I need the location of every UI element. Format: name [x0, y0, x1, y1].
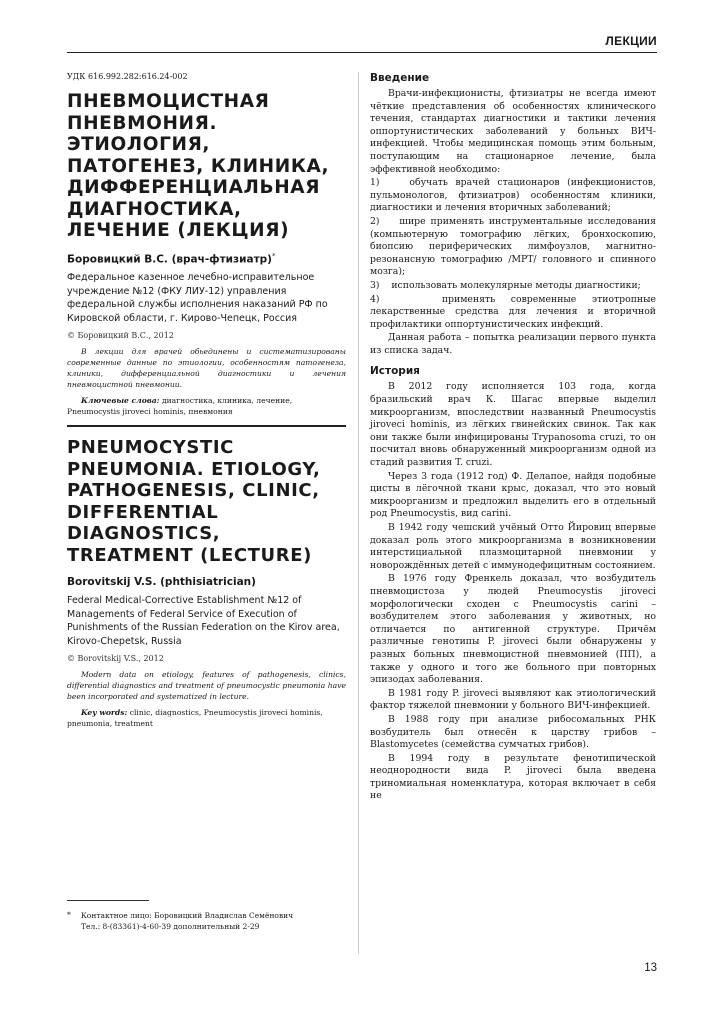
history-heading: История	[370, 365, 420, 378]
intro-heading: Введение	[370, 72, 430, 84]
history-paragraph: В 1976 году Френкель доказал, что возбудитель пневмоцистоза у людей Pneumocystis jiroveci морфологически сходен с Pneumocystis carini – возбудителем этого заболевания у животных, но отличается по антигенной структуре. Причём различные генотипы P. jiroveci были обнаружены у разных больных пневмоцистной пневмонией (ПП), а также у одного и того же больного при повторных эпизодах заболевания.	[370, 573, 656, 686]
footnote-mark: *	[67, 910, 71, 919]
intro-list-item: 1) обучать врачей стационаров (инфекционистов, пульмонологов, фтизиатров) особенностям клиники, диагностики и лечения вторичных заболеваний;	[370, 177, 656, 214]
title-ru: ПНЕВМОЦИСТНАЯ ПНЕВМОНИЯ. ЭТИОЛОГИЯ, ПАТОГЕНЕЗ, КЛИНИКА, ДИФФЕРЕНЦИАЛЬНАЯ ДИАГНОСТИКА, ЛЕЧЕНИЕ (ЛЕКЦИЯ)	[67, 91, 330, 241]
affiliation-en: Federal Medical-Corrective Establishment №12 of Managements of Federal Service of Execution of Punishments of the Russian Federation on the Kirov area, Kirovo-Chepetsk, Russia	[67, 595, 340, 647]
keywords-en-text: clinic, diagnostics, Pneumocystis jiroveci hominis, pneumonia, treatment	[67, 708, 323, 728]
section-rule	[67, 425, 346, 427]
footnote-phone: Тел.: 8-(83361)-4-60-39 дополнительный 2-29	[81, 922, 260, 931]
keywords-ru-text: диагностика, клиника, лечение, Pneumocystis jiroveci hominis, пневмония	[67, 396, 293, 416]
keywords-ru-label: Ключевые слова:	[81, 396, 160, 405]
history-paragraph: В 1942 году чешский учёный Отто Йировиц впервые доказал роль этого микроорганизма в возникновении интерстициальной плазмоцитарной пневмонии у новорождённых детей с иммунодефицитным состоянием.	[370, 522, 656, 571]
footnote-rule	[67, 900, 149, 901]
history-paragraph: Через 3 года (1912 год) Ф. Делапое, найдя подобные цисты в лёгочной ткани крыс, доказал, что это новый микроорганизм и предложил выделить его в отдельный род Pneumocystis, вид carini.	[370, 470, 656, 520]
abstract-en: Modern data on etiology, features of pathogenesis, clinics, differential diagnostics and treatment of pneumocystic pneumonia have been incorporated and systematized in lecture.	[67, 670, 346, 701]
udk-code: УДК 616.992.282:616.24-002	[67, 72, 188, 81]
author-en: Borovitskij V.S. (phthisiatrician)	[67, 576, 256, 588]
header-rule	[67, 52, 657, 53]
intro-paragraph: Врачи-инфекционисты, фтизиатры не всегда имеют чёткие представления об особенностях клинического течения, стандартах диагностики и тактики лечения оппортунистических заболеваний у больных ВИЧ-инфекцией. Чтобы медицинская помощь этим больным, поступающим на стационарное лечение, была эффективной необходимо:	[370, 88, 656, 175]
history-paragraph: В 1994 году в результате фенотипической неоднородности вида P. jiroveci была введена триномиальная номенклатура, которая включает в себя не	[370, 752, 656, 802]
author-ru-footnote-mark: *	[272, 251, 276, 260]
section-label: ЛЕКЦИИ	[605, 34, 657, 48]
author-ru	[67, 252, 346, 266]
copyright-ru: © Боровицкий В.С., 2012	[67, 331, 174, 340]
column-divider	[358, 72, 359, 954]
history-paragraph: В 1988 году при анализе рибосомальных РНК возбудитель был отнесён к царству грибов – Blastomycetes (семейства сумчатых грибов).	[370, 713, 656, 751]
footnote-contact: Контактное лицо: Боровицкий Владислав Семёнович	[81, 911, 294, 920]
history-paragraph: В 1981 году P. jiroveci выявляют как этиологический фактор тяжелой пневмонии у больного ВИЧ-инфекцией.	[370, 687, 656, 712]
left-column	[67, 72, 346, 737]
right-column	[370, 72, 656, 804]
intro-list-item: 4) применять современные этиотропные лекарственные средства для лечения и вторичной профилактики оппортунистических инфекций.	[370, 293, 656, 330]
footnote	[67, 910, 349, 932]
author-ru-name: Боровицкий В.С. (врач-фтизиатр)	[67, 253, 272, 265]
abstract-ru: В лекции для врачей обьединены и систематизированы современные данные по этиологии, особенностям патогенеза, клиники, дифференциальной диагностики и лечения пневмоцистной пневмонии.	[67, 347, 346, 389]
history-paragraph: В 2012 году исполняется 103 года, когда бразильский врач К. Шагас впервые выделил микроорганизм, впоследствии названный Pneumocystis jiroveci hominis, из лёгких гвинейских свинок. Так как они также были инфицированы Trypanosoma cruzi, то он посчитал вновь обнаруженный микроорганизм одной из стадий развития T. cruzi.	[370, 381, 656, 469]
title-en: PNEUMOCYSTIC PNEUMONIA. ETIOLOGY, PATHOGENESIS, CLINIC, DIFFERENTIAL DIAGNOSTICS, TREATMENT (LECTURE)	[67, 437, 321, 566]
intro-paragraph: Данная работа – попытка реализации первого пункта из списка задач.	[370, 332, 656, 356]
intro-list-item: 3) использовать молекулярные методы диагностики;	[370, 279, 641, 291]
keywords-en-label: Key words:	[81, 708, 128, 717]
copyright-en: © Borovitskij V.S., 2012	[67, 654, 164, 663]
intro-list-item: 2) шире применять инструментальные исследования (компьютерную томографию лёгких, бронхоскопию, биопсию периферических лимфоузлов, магнитно-резонансную томографию /МРТ/ головного и спинного мозга);	[370, 215, 656, 278]
keywords-en	[67, 707, 346, 729]
keywords-ru	[67, 395, 346, 417]
page-number: 13	[644, 962, 657, 974]
affiliation-ru: Федеральное казенное лечебно-исправительное учреждение №12 (ФКУ ЛИУ-12) управления федеральной службы исполнения наказаний РФ по Кировской области, г. Кирово-Чепецк, Россия	[67, 272, 328, 324]
